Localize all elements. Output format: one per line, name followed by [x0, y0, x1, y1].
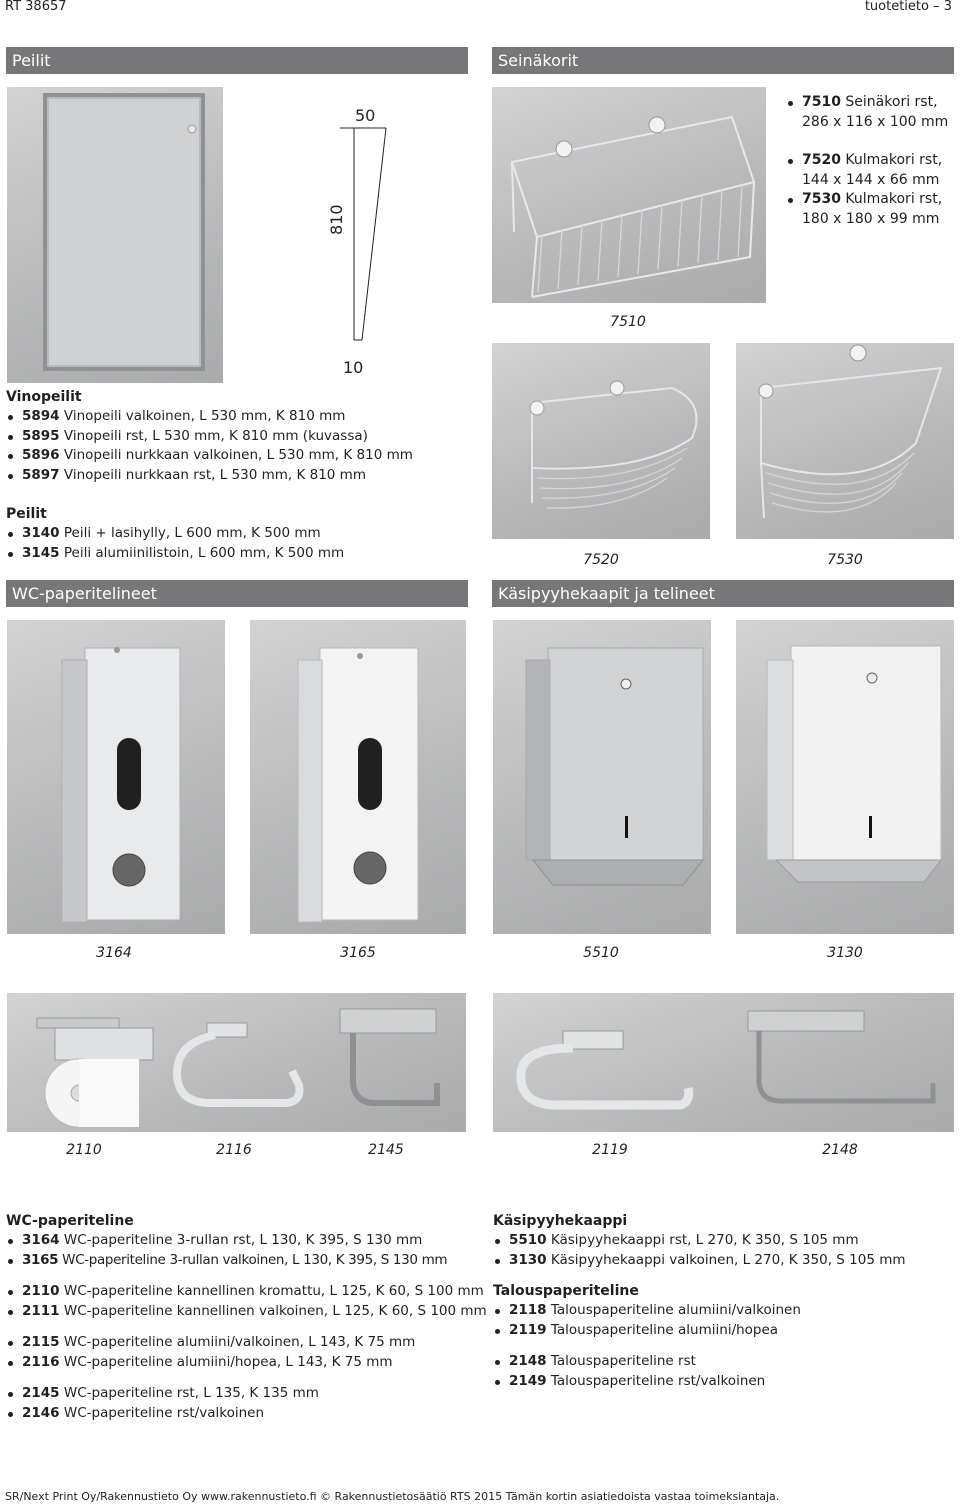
peilit-list	[6, 524, 476, 563]
kasipyyhe-list	[493, 1231, 958, 1270]
towel-cabinet-3130-photo	[736, 620, 954, 934]
wc-list	[6, 1231, 481, 1270]
basket-item: 7510 Seinäkori rst, 286 x 116 x 100 mm	[786, 93, 948, 132]
wc-list-block	[6, 1212, 487, 1423]
wc-list	[6, 1282, 487, 1321]
wc-list	[6, 1384, 481, 1423]
document-id: RT 38657	[5, 0, 67, 14]
towel-list-block	[493, 1212, 958, 1391]
section-band-mirrors: Peilit	[6, 47, 468, 74]
talous-list	[493, 1301, 958, 1340]
caption-3130: 3130	[827, 945, 863, 961]
mirror-profile-diagram	[320, 103, 400, 373]
list-item: 3140 Peili + lasihylly, L 600 mm, K 500 mm	[6, 524, 476, 544]
list-item: 5894 Vinopeili valkoinen, L 530 mm, K 810 mm	[6, 407, 476, 427]
section-band-wc-holders: WC-paperitelineet	[6, 580, 468, 607]
caption-7520: 7520	[583, 552, 619, 568]
basket-item: 7520 Kulmakori rst, 144 x 144 x 66 mm	[786, 151, 948, 190]
list-item: 3130 Käsipyyhekaappi valkoinen, L 270, K 350, S 105 mm	[493, 1251, 958, 1271]
mirror-photo	[7, 87, 223, 383]
list-item: 5510 Käsipyyhekaappi rst, L 270, K 350, S 105 mm	[493, 1231, 958, 1251]
peilit-heading: Peilit	[6, 506, 47, 522]
vinopeilit-list	[6, 407, 476, 485]
list-item: 3145 Peili alumiinilistoin, L 600 mm, K 500 mm	[6, 544, 476, 564]
caption-3165: 3165	[340, 945, 376, 961]
wc-holder-3165-photo	[250, 620, 466, 934]
dim-height-label: 810	[327, 204, 346, 235]
vinopeilit-block	[6, 388, 476, 485]
section-band-towel: Käsipyyhekaapit ja telineet	[492, 580, 954, 607]
list-item: 5895 Vinopeili rst, L 530 mm, K 810 mm (kuvassa)	[6, 427, 476, 447]
list-item: 5896 Vinopeili nurkkaan valkoinen, L 530 mm, K 810 mm	[6, 446, 476, 466]
roll-holders-photo	[7, 993, 466, 1132]
list-item: 2116 WC-paperiteline alumiini/hopea, L 143, K 75 mm	[6, 1353, 481, 1373]
list-item: 2146 WC-paperiteline rst/valkoinen	[6, 1404, 481, 1424]
list-item: 2111 WC-paperiteline kannellinen valkoinen, L 125, K 60, S 100 mm	[6, 1302, 481, 1322]
dim-bottom-label: 10	[343, 358, 364, 377]
peilit-block	[6, 505, 476, 563]
list-item: 2148 Talouspaperiteline rst	[493, 1352, 958, 1372]
basket-item: 7530 Kulmakori rst, 180 x 180 x 99 mm	[786, 190, 948, 229]
list-item: 2110 WC-paperiteline kannellinen kromattu, L 125, K 60, S 100 mm	[6, 1282, 481, 1302]
list-item: 2118 Talouspaperiteline alumiini/valkoinen	[493, 1301, 958, 1321]
kasipyyhe-heading: Käsipyyhekaappi	[493, 1213, 628, 1229]
caption-2148: 2148	[822, 1142, 858, 1158]
basket-7510-photo	[492, 87, 766, 303]
basket-7520-photo	[492, 343, 710, 539]
caption-2145: 2145	[368, 1142, 404, 1158]
list-item: 2119 Talouspaperiteline alumiini/hopea	[493, 1321, 958, 1341]
list-item: 3165 WC-paperiteline 3-rullan valkoinen, L 130, K 395, S 130 mm	[6, 1251, 481, 1271]
vinopeilit-heading: Vinopeilit	[6, 389, 82, 405]
wc-holder-3164-photo	[7, 620, 225, 934]
caption-2116: 2116	[216, 1142, 252, 1158]
list-item: 2115 WC-paperiteline alumiini/valkoinen, L 143, K 75 mm	[6, 1333, 481, 1353]
caption-2110: 2110	[66, 1142, 102, 1158]
wc-list-heading: WC-paperiteline	[6, 1213, 134, 1229]
caption-2119: 2119	[592, 1142, 628, 1158]
talous-heading: Talouspaperiteline	[493, 1283, 639, 1299]
kitchen-roll-holders-photo	[493, 993, 954, 1132]
towel-cabinet-5510-photo	[493, 620, 711, 934]
caption-7530: 7530	[827, 552, 863, 568]
list-item: 3164 WC-paperiteline 3-rullan rst, L 130, K 395, S 130 mm	[6, 1231, 481, 1251]
caption-3164: 3164	[96, 945, 132, 961]
basket-list	[786, 93, 948, 229]
caption-5510: 5510	[583, 945, 619, 961]
dim-top-label: 50	[355, 106, 376, 125]
page-label: tuotetieto – 3	[864, 0, 952, 14]
wc-list	[6, 1333, 481, 1372]
page-footer: SR/Next Print Oy/Rakennustieto Oy www.rakennustieto.fi © Rakennustietosäätiö RTS 2015 Tämän kortin asiatiedoista vastaa toimeksiantaja.	[5, 1490, 780, 1503]
talous-list	[493, 1352, 958, 1391]
basket-7530-photo	[736, 343, 954, 539]
section-band-wall-baskets: Seinäkorit	[492, 47, 954, 74]
list-item: 5897 Vinopeili nurkkaan rst, L 530 mm, K 810 mm	[6, 466, 476, 486]
list-item: 2149 Talouspaperiteline rst/valkoinen	[493, 1372, 958, 1392]
caption-7510: 7510	[610, 314, 646, 330]
list-item: 2145 WC-paperiteline rst, L 135, K 135 mm	[6, 1384, 481, 1404]
